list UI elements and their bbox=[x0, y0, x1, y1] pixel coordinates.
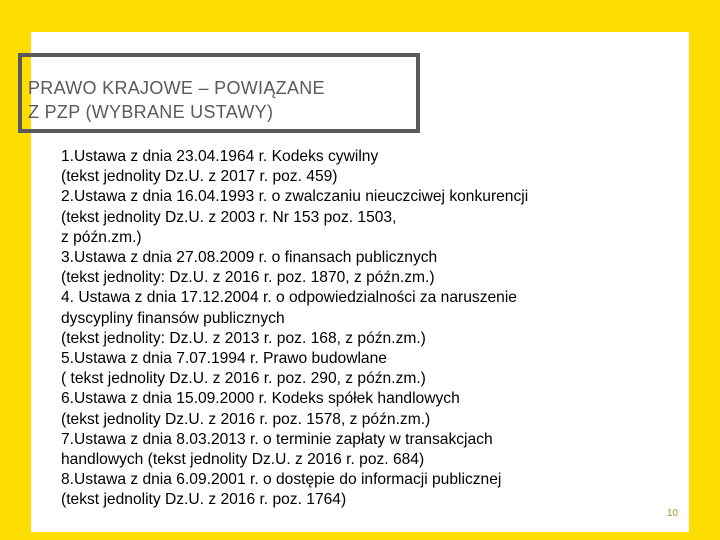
page-number: 10 bbox=[666, 508, 678, 519]
list-line: (tekst jednolity Dz.U. z 2016 r. poz. 1578, z późn.zm.) bbox=[61, 410, 431, 428]
list-line: (tekst jednolity Dz.U. z 2017 r. poz. 459) bbox=[61, 168, 338, 186]
list-line: z późn.zm.) bbox=[61, 228, 142, 246]
list-line: (tekst jednolity Dz.U. z 2003 r. Nr 153 poz. 1503, bbox=[61, 208, 397, 226]
title-line: Z PZP (WYBRANE USTAWY) bbox=[28, 102, 274, 122]
law-list bbox=[61, 147, 681, 511]
list-line: dyscypliny finansów publicznych bbox=[61, 309, 285, 327]
title-line: PRAWO KRAJOWE – POWIĄZANE bbox=[28, 78, 325, 98]
list-line: 4. Ustawa z dnia 17.12.2004 r. o odpowiedzialności za naruszenie bbox=[61, 289, 517, 307]
list-line: handlowych (tekst jednolity Dz.U. z 2016 r. poz. 684) bbox=[61, 451, 425, 469]
list-line: (tekst jednolity: Dz.U. z 2016 r. poz. 1870, z późn.zm.) bbox=[61, 269, 435, 287]
list-line: 6.Ustawa z dnia 15.09.2000 r. Kodeks spółek handlowych bbox=[61, 390, 460, 408]
slide-title bbox=[28, 76, 325, 124]
list-line: 2.Ustawa z dnia 16.04.1993 r. o zwalczaniu nieuczciwej konkurencji bbox=[61, 188, 529, 206]
list-line: 8.Ustawa z dnia 6.09.2001 r. o dostępie do informacji publicznej bbox=[61, 471, 502, 489]
list-line: ( tekst jednolity Dz.U. z 2016 r. poz. 290, z późn.zm.) bbox=[61, 370, 426, 388]
list-line: 3.Ustawa z dnia 27.08.2009 r. o finansach publicznych bbox=[61, 249, 438, 267]
list-line: 1.Ustawa z dnia 23.04.1964 r. Kodeks cywilny bbox=[61, 148, 379, 165]
list-line: (tekst jednolity: Dz.U. z 2013 r. poz. 168, z późn.zm.) bbox=[61, 329, 426, 347]
list-line: 7.Ustawa z dnia 8.03.2013 r. o terminie zapłaty w transakcjach bbox=[61, 430, 493, 448]
list-line: 5.Ustawa z dnia 7.07.1994 r. Prawo budowlane bbox=[61, 350, 387, 368]
list-line: (tekst jednolity Dz.U. z 2016 r. poz. 1764) bbox=[61, 491, 347, 509]
